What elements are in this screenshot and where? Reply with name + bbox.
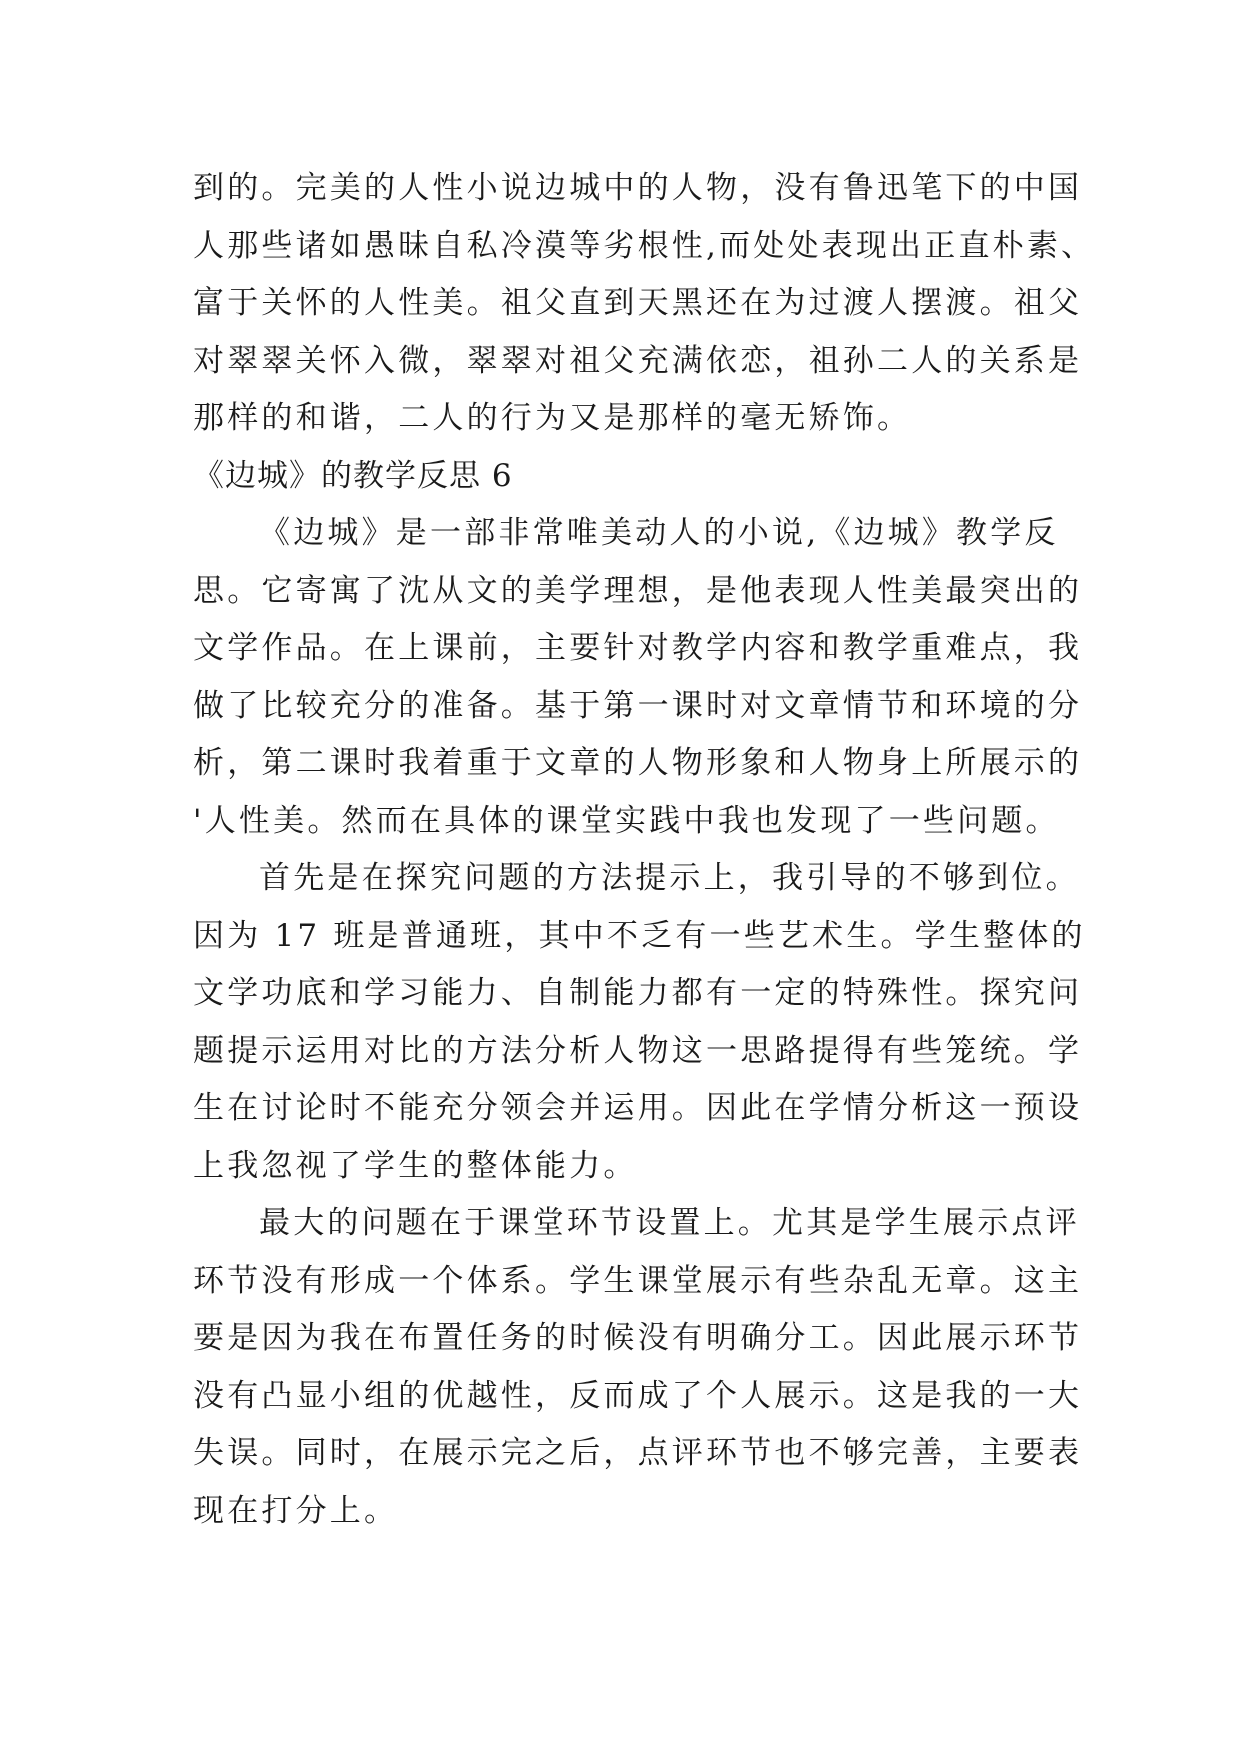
text-line: 那样的和谐，二人的行为又是那样的毫无矫饰。 [193,400,912,436]
section-heading: 《边城》的教学反思 6 [193,457,513,494]
text-line: 现在打分上。 [193,1492,399,1529]
text-line: 生在讨论时不能充分领会并运用。因此在学情分析这一预设 [193,1090,1083,1126]
text-line: 到的。完美的人性小说边城中的人物，没有鲁迅笔下的中国 [193,170,1083,206]
text-line: 富于关怀的人性美。祖父直到天黑还在为过渡人摆渡。祖父 [193,285,1083,321]
paragraph-3 [193,1195,1093,1540]
text-line: 思。它寄寓了沈从文的美学理想，是他表现人性美最突出的 [193,572,1083,609]
text-line: 题提示运用对比的方法分析人物这一思路提得有些笼统。学 [193,1032,1083,1069]
text-line: 《边城》是一部非常唯美动人的小说,《边城》教学反 [259,515,1059,551]
text-line: 首先是在探究问题的方法提示上，我引导的不够到位。 [259,860,1080,896]
document-body [193,160,1096,1540]
text-line: 上我忽视了学生的整体能力。 [193,1147,638,1184]
text-line: 失误。同时，在展示完之后，点评环节也不够完善，主要表 [193,1435,1083,1471]
text-line: 文学功底和学习能力、自制能力都有一定的特殊性。探究问 [193,975,1083,1011]
paragraph-2 [193,850,1093,1195]
text-line: 对翠翠关怀入微，翠翠对祖父充满依恋，祖孙二人的关系是 [193,342,1083,379]
text-line: 人那些诸如愚昧自私冷漠等劣根性,而处处表现出正直朴素、 [193,227,1096,264]
text-line: 文学作品。在上课前，主要针对教学内容和教学重难点，我 [193,630,1083,666]
paragraph-1 [193,505,1093,850]
text-line: 析，第二课时我着重于文章的人物形象和人物身上所展示的 [193,745,1083,781]
text-line: 因为 17 班是普通班，其中不乏有一些艺术生。学生整体的 [193,917,1086,954]
intro-paragraph [193,160,1096,448]
text-line: 要是因为我在布置任务的时候没有明确分工。因此展示环节 [193,1320,1083,1356]
text-line: 没有凸显小组的优越性，反而成了个人展示。这是我的一大 [193,1377,1083,1414]
text-line: 环节没有形成一个体系。学生课堂展示有些杂乱无章。这主 [193,1262,1083,1299]
text-line: '人性美。然而在具体的课堂实践中我也发现了一些问题。 [193,802,1060,839]
text-line: 做了比较充分的准备。基于第一课时对文章情节和环境的分 [193,687,1083,724]
text-line: 最大的问题在于课堂环节设置上。尤其是学生展示点评 [259,1205,1080,1241]
